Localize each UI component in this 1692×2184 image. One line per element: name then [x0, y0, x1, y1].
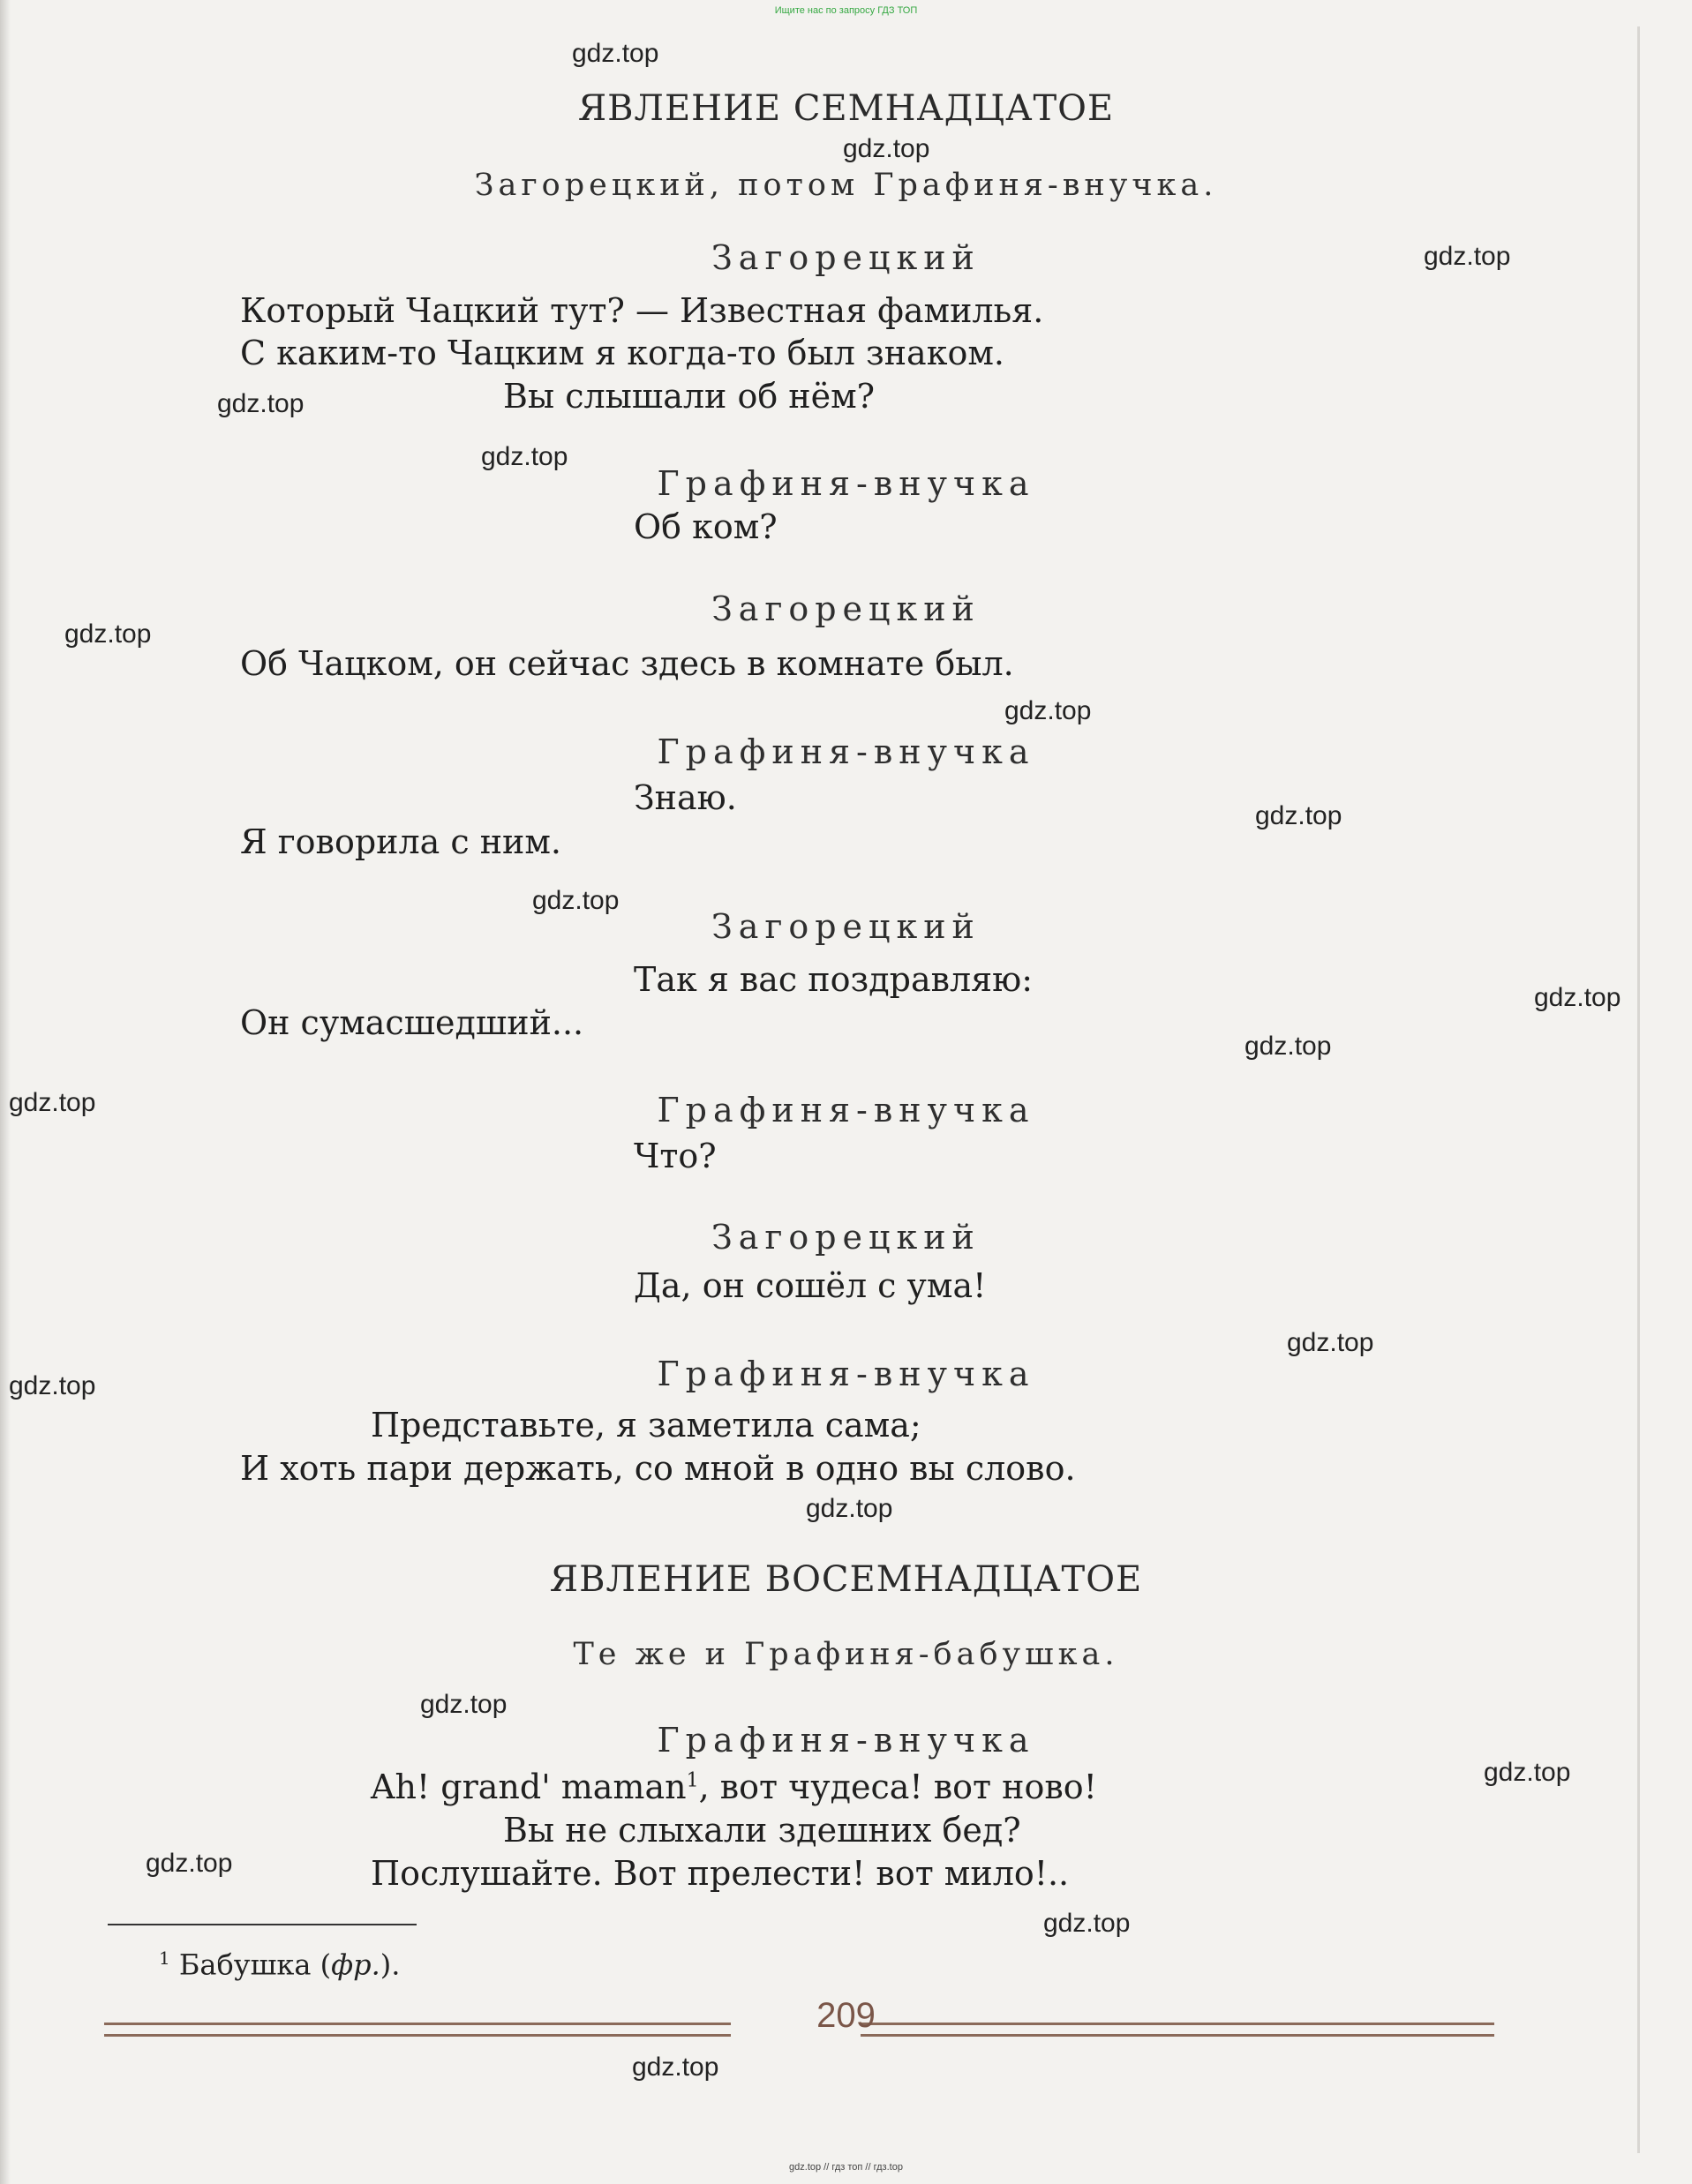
verse-line: Представьте, я заметила сама;	[371, 1406, 921, 1445]
watermark: gdz.top	[64, 619, 152, 649]
verse-line: Ah! grand' maman$^1$, вот чудеса! вот ново!	[371, 1767, 1097, 1806]
watermark: gdz.top	[1534, 983, 1621, 1012]
verse-line: Об Чацком, он сейчас здесь в комнате был.	[240, 644, 1014, 683]
watermark: gdz.top	[1043, 1909, 1131, 1938]
verse-line: Который Чацкий тут? — Известная фамилья.	[240, 291, 1044, 330]
speaker-zagoretsky: Загорецкий	[711, 238, 981, 277]
speaker-countess-granddaughter: Графиня-внучка	[657, 1091, 1035, 1130]
watermark: gdz.top	[217, 389, 305, 418]
speaker-countess-granddaughter: Графиня-внучка	[657, 1721, 1035, 1760]
watermark: gdz.top	[632, 2053, 719, 2082]
scene-17-cast: Загорецкий, потом Графиня-внучка.	[474, 168, 1218, 203]
speaker-zagoretsky: Загорецкий	[711, 1218, 981, 1257]
watermark: gdz.top	[1004, 696, 1092, 725]
watermark: gdz.top	[420, 1690, 508, 1719]
bottom-links[interactable]: gdz.top // гдз топ // гдз.top	[789, 2162, 903, 2173]
footnote-ref[interactable]: 1	[686, 1769, 699, 1792]
footnote: $^1$ Бабушка (фр.).	[159, 1948, 401, 1982]
verse-line: Вы не слыхали здешних бед?	[503, 1811, 1021, 1850]
verse-line: С каким-то Чацким я когда-то был знаком.	[240, 334, 1004, 372]
scene-18-cast: Те же и Графиня-бабушка.	[573, 1637, 1119, 1672]
watermark: gdz.top	[1245, 1032, 1332, 1061]
watermark: gdz.top	[1255, 801, 1342, 830]
watermark: gdz.top	[572, 39, 659, 68]
speaker-countess-granddaughter: Графиня-внучка	[657, 732, 1035, 771]
verse-line: И хоть пари держать, со мной в одно вы слово.	[240, 1449, 1076, 1488]
watermark: gdz.top	[481, 442, 568, 471]
scene-18-heading: ЯВЛЕНИЕ ВОСЕМНАДЦАТОЕ	[549, 1559, 1143, 1600]
footnote-rule	[108, 1924, 417, 1925]
french-phrase: Ah! grand' maman	[371, 1767, 687, 1806]
watermark: gdz.top	[806, 1494, 893, 1523]
watermark: gdz.top	[1424, 242, 1511, 271]
watermark: gdz.top	[9, 1088, 96, 1117]
speaker-countess-granddaughter: Графиня-внучка	[657, 464, 1035, 503]
watermark: gdz.top	[532, 886, 620, 915]
speaker-countess-granddaughter: Графиня-внучка	[657, 1355, 1035, 1393]
verse-line: Об ком?	[634, 507, 778, 546]
page-number: 209	[816, 1996, 876, 2035]
watermark: gdz.top	[1484, 1758, 1571, 1787]
watermark: gdz.top	[843, 134, 930, 163]
verse-line: Знаю.	[634, 778, 737, 817]
scene-17-heading: ЯВЛЕНИЕ СЕМНАДЦАТОЕ	[577, 88, 1115, 129]
speaker-zagoretsky: Загорецкий	[711, 907, 981, 946]
verse-line: Что?	[634, 1137, 717, 1175]
top-search-link[interactable]: Ищите нас по запросу ГДЗ ТОП	[774, 5, 918, 16]
verse-line: Он сумасшедший...	[240, 1003, 584, 1042]
page-right-edge	[1637, 26, 1640, 2153]
verse-line: Я говорила с ним.	[240, 822, 562, 861]
verse-line: Так я вас поздравляю:	[634, 960, 1033, 999]
speaker-zagoretsky: Загорецкий	[711, 589, 981, 628]
verse-line: Послушайте. Вот прелести! вот мило!..	[371, 1854, 1070, 1893]
watermark: gdz.top	[9, 1371, 96, 1400]
watermark: gdz.top	[146, 1849, 233, 1878]
verse-line: Вы слышали об нём?	[503, 377, 876, 416]
verse-line: Да, он сошёл с ума!	[634, 1266, 987, 1305]
watermark: gdz.top	[1287, 1328, 1374, 1357]
